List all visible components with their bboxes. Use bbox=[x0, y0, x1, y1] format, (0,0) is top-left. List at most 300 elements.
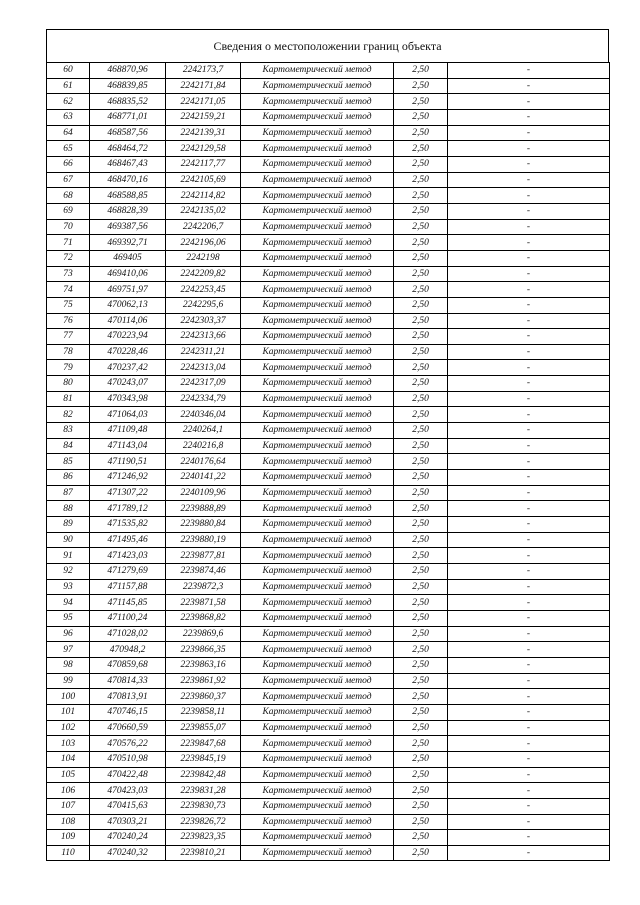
accuracy-cell: 2,50 bbox=[394, 391, 448, 407]
accuracy-cell: 2,50 bbox=[394, 344, 448, 360]
point-number-cell: 71 bbox=[47, 235, 90, 251]
x-coordinate-cell: 470859,68 bbox=[90, 657, 166, 673]
table-row bbox=[47, 329, 610, 345]
x-coordinate-cell: 470243,07 bbox=[90, 376, 166, 392]
method-cell: Картометрический метод bbox=[241, 78, 394, 94]
y-coordinate-cell: 2242313,04 bbox=[166, 360, 241, 376]
method-cell: Картометрический метод bbox=[241, 783, 394, 799]
table-row bbox=[47, 282, 610, 298]
point-number-cell: 66 bbox=[47, 156, 90, 172]
description-cell: - bbox=[448, 673, 610, 689]
description-cell: - bbox=[448, 610, 610, 626]
description-cell: - bbox=[448, 282, 610, 298]
method-cell: Картометрический метод bbox=[241, 344, 394, 360]
y-coordinate-cell: 2242117,77 bbox=[166, 156, 241, 172]
y-coordinate-cell: 2239888,89 bbox=[166, 501, 241, 517]
accuracy-cell: 2,50 bbox=[394, 470, 448, 486]
y-coordinate-cell: 2239845,19 bbox=[166, 751, 241, 767]
y-coordinate-cell: 2242171,84 bbox=[166, 78, 241, 94]
description-cell: - bbox=[448, 63, 610, 79]
description-cell: - bbox=[448, 423, 610, 439]
y-coordinate-cell: 2239847,68 bbox=[166, 736, 241, 752]
method-cell: Картометрический метод bbox=[241, 219, 394, 235]
table-row bbox=[47, 720, 610, 736]
method-cell: Картометрический метод bbox=[241, 579, 394, 595]
y-coordinate-cell: 2242105,69 bbox=[166, 172, 241, 188]
accuracy-cell: 2,50 bbox=[394, 517, 448, 533]
accuracy-cell: 2,50 bbox=[394, 798, 448, 814]
method-cell: Картометрический метод bbox=[241, 125, 394, 141]
point-number-cell: 77 bbox=[47, 329, 90, 345]
table-row bbox=[47, 250, 610, 266]
x-coordinate-cell: 471495,46 bbox=[90, 532, 166, 548]
y-coordinate-cell: 2239842,48 bbox=[166, 767, 241, 783]
y-coordinate-cell: 2239860,37 bbox=[166, 689, 241, 705]
method-cell: Картометрический метод bbox=[241, 751, 394, 767]
y-coordinate-cell: 2242135,02 bbox=[166, 203, 241, 219]
point-number-cell: 69 bbox=[47, 203, 90, 219]
method-cell: Картометрический метод bbox=[241, 798, 394, 814]
x-coordinate-cell: 470422,48 bbox=[90, 767, 166, 783]
accuracy-cell: 2,50 bbox=[394, 188, 448, 204]
y-coordinate-cell: 2239863,16 bbox=[166, 657, 241, 673]
y-coordinate-cell: 2240176,64 bbox=[166, 454, 241, 470]
x-coordinate-cell: 471190,51 bbox=[90, 454, 166, 470]
table-row bbox=[47, 532, 610, 548]
x-coordinate-cell: 471307,22 bbox=[90, 485, 166, 501]
accuracy-cell: 2,50 bbox=[394, 736, 448, 752]
table-row bbox=[47, 673, 610, 689]
description-cell: - bbox=[448, 501, 610, 517]
table-title: Сведения о местоположении границ объекта bbox=[46, 29, 609, 62]
method-cell: Картометрический метод bbox=[241, 297, 394, 313]
accuracy-cell: 2,50 bbox=[394, 282, 448, 298]
y-coordinate-cell: 2240109,96 bbox=[166, 485, 241, 501]
accuracy-cell: 2,50 bbox=[394, 564, 448, 580]
accuracy-cell: 2,50 bbox=[394, 78, 448, 94]
table-row bbox=[47, 689, 610, 705]
description-cell: - bbox=[448, 188, 610, 204]
x-coordinate-cell: 469751,97 bbox=[90, 282, 166, 298]
method-cell: Картометрический метод bbox=[241, 845, 394, 861]
accuracy-cell: 2,50 bbox=[394, 235, 448, 251]
method-cell: Картометрический метод bbox=[241, 689, 394, 705]
x-coordinate-cell: 470240,32 bbox=[90, 845, 166, 861]
description-cell: - bbox=[448, 830, 610, 846]
accuracy-cell: 2,50 bbox=[394, 626, 448, 642]
method-cell: Картометрический метод bbox=[241, 642, 394, 658]
point-number-cell: 79 bbox=[47, 360, 90, 376]
description-cell: - bbox=[448, 235, 610, 251]
x-coordinate-cell: 469410,06 bbox=[90, 266, 166, 282]
x-coordinate-cell: 468828,39 bbox=[90, 203, 166, 219]
x-coordinate-cell: 469392,71 bbox=[90, 235, 166, 251]
table-row bbox=[47, 141, 610, 157]
x-coordinate-cell: 471789,12 bbox=[90, 501, 166, 517]
point-number-cell: 74 bbox=[47, 282, 90, 298]
table-row bbox=[47, 751, 610, 767]
description-cell: - bbox=[448, 579, 610, 595]
description-cell: - bbox=[448, 517, 610, 533]
y-coordinate-cell: 2242311,21 bbox=[166, 344, 241, 360]
y-coordinate-cell: 2242303,37 bbox=[166, 313, 241, 329]
method-cell: Картометрический метод bbox=[241, 203, 394, 219]
x-coordinate-cell: 470343,98 bbox=[90, 391, 166, 407]
table-row bbox=[47, 188, 610, 204]
y-coordinate-cell: 2240346,04 bbox=[166, 407, 241, 423]
table-row bbox=[47, 407, 610, 423]
method-cell: Картометрический метод bbox=[241, 720, 394, 736]
method-cell: Картометрический метод bbox=[241, 673, 394, 689]
method-cell: Картометрический метод bbox=[241, 266, 394, 282]
point-number-cell: 96 bbox=[47, 626, 90, 642]
method-cell: Картометрический метод bbox=[241, 172, 394, 188]
point-number-cell: 75 bbox=[47, 297, 90, 313]
point-number-cell: 61 bbox=[47, 78, 90, 94]
method-cell: Картометрический метод bbox=[241, 501, 394, 517]
coordinates-table bbox=[46, 62, 610, 861]
method-cell: Картометрический метод bbox=[241, 517, 394, 533]
description-cell: - bbox=[448, 94, 610, 110]
y-coordinate-cell: 2242173,7 bbox=[166, 63, 241, 79]
accuracy-cell: 2,50 bbox=[394, 250, 448, 266]
point-number-cell: 95 bbox=[47, 610, 90, 626]
y-coordinate-cell: 2239871,58 bbox=[166, 595, 241, 611]
y-coordinate-cell: 2242209,82 bbox=[166, 266, 241, 282]
point-number-cell: 86 bbox=[47, 470, 90, 486]
point-number-cell: 76 bbox=[47, 313, 90, 329]
table-row bbox=[47, 767, 610, 783]
method-cell: Картометрический метод bbox=[241, 610, 394, 626]
method-cell: Картометрический метод bbox=[241, 94, 394, 110]
table-row bbox=[47, 564, 610, 580]
method-cell: Картометрический метод bbox=[241, 438, 394, 454]
method-cell: Картометрический метод bbox=[241, 313, 394, 329]
accuracy-cell: 2,50 bbox=[394, 532, 448, 548]
method-cell: Картометрический метод bbox=[241, 423, 394, 439]
y-coordinate-cell: 2242159,21 bbox=[166, 109, 241, 125]
point-number-cell: 104 bbox=[47, 751, 90, 767]
accuracy-cell: 2,50 bbox=[394, 125, 448, 141]
y-coordinate-cell: 2242171,05 bbox=[166, 94, 241, 110]
point-number-cell: 97 bbox=[47, 642, 90, 658]
table-row bbox=[47, 470, 610, 486]
description-cell: - bbox=[448, 720, 610, 736]
accuracy-cell: 2,50 bbox=[394, 673, 448, 689]
point-number-cell: 65 bbox=[47, 141, 90, 157]
x-coordinate-cell: 471028,02 bbox=[90, 626, 166, 642]
x-coordinate-cell: 470114,06 bbox=[90, 313, 166, 329]
point-number-cell: 106 bbox=[47, 783, 90, 799]
x-coordinate-cell: 470423,03 bbox=[90, 783, 166, 799]
point-number-cell: 102 bbox=[47, 720, 90, 736]
table-row bbox=[47, 814, 610, 830]
point-number-cell: 70 bbox=[47, 219, 90, 235]
point-number-cell: 62 bbox=[47, 94, 90, 110]
table-row bbox=[47, 172, 610, 188]
table-row bbox=[47, 109, 610, 125]
table-row bbox=[47, 297, 610, 313]
point-number-cell: 68 bbox=[47, 188, 90, 204]
x-coordinate-cell: 470510,98 bbox=[90, 751, 166, 767]
description-cell: - bbox=[448, 548, 610, 564]
description-cell: - bbox=[448, 203, 610, 219]
point-number-cell: 81 bbox=[47, 391, 90, 407]
y-coordinate-cell: 2242196,06 bbox=[166, 235, 241, 251]
accuracy-cell: 2,50 bbox=[394, 156, 448, 172]
table-row bbox=[47, 517, 610, 533]
method-cell: Картометрический метод bbox=[241, 141, 394, 157]
method-cell: Картометрический метод bbox=[241, 595, 394, 611]
table-row bbox=[47, 376, 610, 392]
description-cell: - bbox=[448, 657, 610, 673]
y-coordinate-cell: 2242317,09 bbox=[166, 376, 241, 392]
table-row bbox=[47, 704, 610, 720]
x-coordinate-cell: 471100,24 bbox=[90, 610, 166, 626]
description-cell: - bbox=[448, 78, 610, 94]
y-coordinate-cell: 2239868,82 bbox=[166, 610, 241, 626]
x-coordinate-cell: 468470,16 bbox=[90, 172, 166, 188]
x-coordinate-cell: 468588,85 bbox=[90, 188, 166, 204]
accuracy-cell: 2,50 bbox=[394, 313, 448, 329]
x-coordinate-cell: 470415,63 bbox=[90, 798, 166, 814]
description-cell: - bbox=[448, 642, 610, 658]
x-coordinate-cell: 470062,13 bbox=[90, 297, 166, 313]
accuracy-cell: 2,50 bbox=[394, 376, 448, 392]
table-row bbox=[47, 642, 610, 658]
method-cell: Картометрический метод bbox=[241, 485, 394, 501]
method-cell: Картометрический метод bbox=[241, 814, 394, 830]
point-number-cell: 99 bbox=[47, 673, 90, 689]
point-number-cell: 72 bbox=[47, 250, 90, 266]
point-number-cell: 80 bbox=[47, 376, 90, 392]
accuracy-cell: 2,50 bbox=[394, 94, 448, 110]
table-row bbox=[47, 485, 610, 501]
description-cell: - bbox=[448, 689, 610, 705]
point-number-cell: 108 bbox=[47, 814, 90, 830]
x-coordinate-cell: 471109,48 bbox=[90, 423, 166, 439]
accuracy-cell: 2,50 bbox=[394, 297, 448, 313]
method-cell: Картометрический метод bbox=[241, 282, 394, 298]
table-row bbox=[47, 344, 610, 360]
point-number-cell: 67 bbox=[47, 172, 90, 188]
x-coordinate-cell: 469387,56 bbox=[90, 219, 166, 235]
accuracy-cell: 2,50 bbox=[394, 767, 448, 783]
x-coordinate-cell: 470303,21 bbox=[90, 814, 166, 830]
description-cell: - bbox=[448, 360, 610, 376]
y-coordinate-cell: 2242129,58 bbox=[166, 141, 241, 157]
method-cell: Картометрический метод bbox=[241, 454, 394, 470]
y-coordinate-cell: 2242253,45 bbox=[166, 282, 241, 298]
y-coordinate-cell: 2239872,3 bbox=[166, 579, 241, 595]
description-cell: - bbox=[448, 109, 610, 125]
accuracy-cell: 2,50 bbox=[394, 219, 448, 235]
table-row bbox=[47, 579, 610, 595]
x-coordinate-cell: 471157,88 bbox=[90, 579, 166, 595]
accuracy-cell: 2,50 bbox=[394, 830, 448, 846]
x-coordinate-cell: 469405 bbox=[90, 250, 166, 266]
x-coordinate-cell: 471064,03 bbox=[90, 407, 166, 423]
x-coordinate-cell: 470240,24 bbox=[90, 830, 166, 846]
accuracy-cell: 2,50 bbox=[394, 454, 448, 470]
accuracy-cell: 2,50 bbox=[394, 485, 448, 501]
y-coordinate-cell: 2239880,84 bbox=[166, 517, 241, 533]
description-cell: - bbox=[448, 751, 610, 767]
point-number-cell: 98 bbox=[47, 657, 90, 673]
y-coordinate-cell: 2239858,11 bbox=[166, 704, 241, 720]
description-cell: - bbox=[448, 485, 610, 501]
method-cell: Картометрический метод bbox=[241, 329, 394, 345]
accuracy-cell: 2,50 bbox=[394, 63, 448, 79]
x-coordinate-cell: 471535,82 bbox=[90, 517, 166, 533]
point-number-cell: 100 bbox=[47, 689, 90, 705]
description-cell: - bbox=[448, 407, 610, 423]
point-number-cell: 94 bbox=[47, 595, 90, 611]
table-row bbox=[47, 266, 610, 282]
description-cell: - bbox=[448, 736, 610, 752]
description-cell: - bbox=[448, 219, 610, 235]
table-row bbox=[47, 203, 610, 219]
point-number-cell: 110 bbox=[47, 845, 90, 861]
description-cell: - bbox=[448, 313, 610, 329]
method-cell: Картометрический метод bbox=[241, 564, 394, 580]
point-number-cell: 82 bbox=[47, 407, 90, 423]
description-cell: - bbox=[448, 329, 610, 345]
description-cell: - bbox=[448, 141, 610, 157]
point-number-cell: 107 bbox=[47, 798, 90, 814]
method-cell: Картометрический метод bbox=[241, 626, 394, 642]
x-coordinate-cell: 470576,22 bbox=[90, 736, 166, 752]
description-cell: - bbox=[448, 595, 610, 611]
accuracy-cell: 2,50 bbox=[394, 109, 448, 125]
table-row bbox=[47, 391, 610, 407]
table-row bbox=[47, 94, 610, 110]
table-row bbox=[47, 845, 610, 861]
x-coordinate-cell: 471246,92 bbox=[90, 470, 166, 486]
accuracy-cell: 2,50 bbox=[394, 642, 448, 658]
table-row bbox=[47, 548, 610, 564]
table-row bbox=[47, 657, 610, 673]
y-coordinate-cell: 2239866,35 bbox=[166, 642, 241, 658]
description-cell: - bbox=[448, 344, 610, 360]
x-coordinate-cell: 470746,15 bbox=[90, 704, 166, 720]
accuracy-cell: 2,50 bbox=[394, 610, 448, 626]
table-row bbox=[47, 610, 610, 626]
y-coordinate-cell: 2242206,7 bbox=[166, 219, 241, 235]
description-cell: - bbox=[448, 250, 610, 266]
method-cell: Картометрический метод bbox=[241, 188, 394, 204]
accuracy-cell: 2,50 bbox=[394, 438, 448, 454]
x-coordinate-cell: 468835,52 bbox=[90, 94, 166, 110]
table-row bbox=[47, 595, 610, 611]
point-number-cell: 105 bbox=[47, 767, 90, 783]
point-number-cell: 93 bbox=[47, 579, 90, 595]
accuracy-cell: 2,50 bbox=[394, 720, 448, 736]
point-number-cell: 84 bbox=[47, 438, 90, 454]
table-row bbox=[47, 360, 610, 376]
accuracy-cell: 2,50 bbox=[394, 689, 448, 705]
x-coordinate-cell: 470228,46 bbox=[90, 344, 166, 360]
table-row bbox=[47, 235, 610, 251]
x-coordinate-cell: 470948,2 bbox=[90, 642, 166, 658]
method-cell: Картометрический метод bbox=[241, 736, 394, 752]
table-row bbox=[47, 626, 610, 642]
table-row bbox=[47, 501, 610, 517]
x-coordinate-cell: 471279,69 bbox=[90, 564, 166, 580]
method-cell: Картометрический метод bbox=[241, 156, 394, 172]
description-cell: - bbox=[448, 470, 610, 486]
x-coordinate-cell: 468771,01 bbox=[90, 109, 166, 125]
table-row bbox=[47, 219, 610, 235]
accuracy-cell: 2,50 bbox=[394, 172, 448, 188]
y-coordinate-cell: 2242313,66 bbox=[166, 329, 241, 345]
table-row bbox=[47, 313, 610, 329]
accuracy-cell: 2,50 bbox=[394, 595, 448, 611]
description-cell: - bbox=[448, 814, 610, 830]
point-number-cell: 73 bbox=[47, 266, 90, 282]
description-cell: - bbox=[448, 767, 610, 783]
description-cell: - bbox=[448, 783, 610, 799]
method-cell: Картометрический метод bbox=[241, 407, 394, 423]
accuracy-cell: 2,50 bbox=[394, 407, 448, 423]
y-coordinate-cell: 2239869,6 bbox=[166, 626, 241, 642]
point-number-cell: 87 bbox=[47, 485, 90, 501]
y-coordinate-cell: 2239880,19 bbox=[166, 532, 241, 548]
description-cell: - bbox=[448, 266, 610, 282]
description-cell: - bbox=[448, 376, 610, 392]
point-number-cell: 89 bbox=[47, 517, 90, 533]
y-coordinate-cell: 2239831,28 bbox=[166, 783, 241, 799]
accuracy-cell: 2,50 bbox=[394, 423, 448, 439]
method-cell: Картометрический метод bbox=[241, 830, 394, 846]
description-cell: - bbox=[448, 172, 610, 188]
point-number-cell: 83 bbox=[47, 423, 90, 439]
accuracy-cell: 2,50 bbox=[394, 203, 448, 219]
y-coordinate-cell: 2242139,31 bbox=[166, 125, 241, 141]
method-cell: Картометрический метод bbox=[241, 767, 394, 783]
point-number-cell: 103 bbox=[47, 736, 90, 752]
y-coordinate-cell: 2239810,21 bbox=[166, 845, 241, 861]
accuracy-cell: 2,50 bbox=[394, 548, 448, 564]
method-cell: Картометрический метод bbox=[241, 376, 394, 392]
accuracy-cell: 2,50 bbox=[394, 579, 448, 595]
description-cell: - bbox=[448, 532, 610, 548]
point-number-cell: 88 bbox=[47, 501, 90, 517]
description-cell: - bbox=[448, 564, 610, 580]
accuracy-cell: 2,50 bbox=[394, 266, 448, 282]
table-row bbox=[47, 63, 610, 79]
y-coordinate-cell: 2239826,72 bbox=[166, 814, 241, 830]
x-coordinate-cell: 471143,04 bbox=[90, 438, 166, 454]
y-coordinate-cell: 2239861,92 bbox=[166, 673, 241, 689]
x-coordinate-cell: 468839,85 bbox=[90, 78, 166, 94]
point-number-cell: 78 bbox=[47, 344, 90, 360]
description-cell: - bbox=[448, 626, 610, 642]
point-number-cell: 92 bbox=[47, 564, 90, 580]
method-cell: Картометрический метод bbox=[241, 63, 394, 79]
table-row bbox=[47, 125, 610, 141]
accuracy-cell: 2,50 bbox=[394, 783, 448, 799]
description-cell: - bbox=[448, 454, 610, 470]
y-coordinate-cell: 2240216,8 bbox=[166, 438, 241, 454]
accuracy-cell: 2,50 bbox=[394, 360, 448, 376]
boundary-table-sheet bbox=[46, 29, 609, 861]
y-coordinate-cell: 2239877,81 bbox=[166, 548, 241, 564]
x-coordinate-cell: 468587,56 bbox=[90, 125, 166, 141]
method-cell: Картометрический метод bbox=[241, 109, 394, 125]
table-row bbox=[47, 798, 610, 814]
x-coordinate-cell: 471423,03 bbox=[90, 548, 166, 564]
